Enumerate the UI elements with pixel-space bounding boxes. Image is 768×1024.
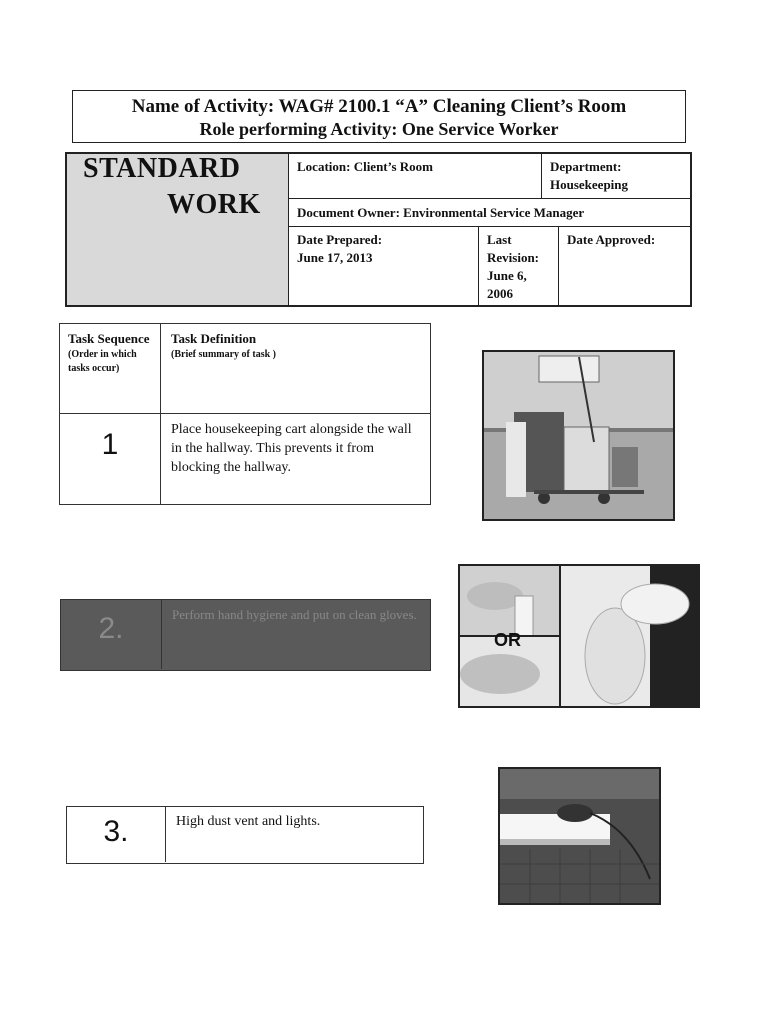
standard-work-label-cell	[67, 154, 289, 305]
task-3-number: 3.	[67, 807, 166, 862]
housekeeping-cart-photo	[482, 350, 675, 521]
task-1-number: 1	[60, 414, 161, 504]
work-label: WORK	[167, 189, 261, 220]
task-2-number: 2.	[61, 600, 162, 669]
department-value: Housekeeping	[550, 177, 629, 192]
date-approved-cell: Date Approved:	[567, 232, 656, 247]
task-sequence-header	[60, 324, 161, 414]
task-sequence-subtitle: (Order in which tasks occur)	[68, 349, 137, 374]
document-owner-cell: Document Owner: Environmental Service Manager	[289, 199, 690, 227]
task-definition-title: Task Definition	[171, 331, 257, 346]
department-label: Department:	[550, 159, 622, 174]
last-revision-cell	[479, 227, 559, 305]
or-label: OR	[494, 630, 521, 650]
activity-title-box	[72, 90, 686, 143]
standard-work-header	[65, 152, 692, 307]
high-dust-light-photo	[498, 767, 661, 905]
last-revision-line: Revision:	[487, 250, 539, 265]
location-cell: Location: Client’s Room	[289, 154, 542, 199]
task-2-text: Perform hand hygiene and put on clean gloves.	[172, 607, 417, 622]
task-1-text: Place housekeeping cart alongside the wall in the hallway. This prevents it from blocking the hallway.	[171, 422, 412, 475]
task-definition-header	[161, 324, 430, 414]
last-revision-line: Last	[487, 232, 512, 247]
last-revision-line: June 6,	[487, 268, 527, 283]
task-definition-subtitle: (Brief summary of task )	[171, 349, 276, 360]
task-table	[59, 323, 431, 505]
task-3-row	[66, 806, 424, 864]
activity-name: Name of Activity: WAG# 2100.1 “A” Cleaning Client’s Room	[131, 96, 627, 117]
standard-label: STANDARD	[83, 153, 241, 184]
date-prepared-cell	[289, 227, 479, 305]
date-prepared-value: June 17, 2013	[297, 250, 373, 265]
activity-role: Role performing Activity: One Service Worker	[199, 119, 559, 139]
last-revision-line: 2006	[487, 286, 513, 301]
task-sequence-title: Task Sequence	[68, 331, 150, 346]
hand-hygiene-photo	[458, 564, 700, 708]
task-2-row	[60, 599, 431, 671]
high-dust-light-image	[500, 769, 659, 903]
task-3-text: High dust vent and lights.	[176, 814, 321, 829]
housekeeping-cart-image	[484, 352, 673, 519]
date-prepared-label: Date Prepared:	[297, 232, 383, 247]
department-cell	[542, 154, 690, 199]
